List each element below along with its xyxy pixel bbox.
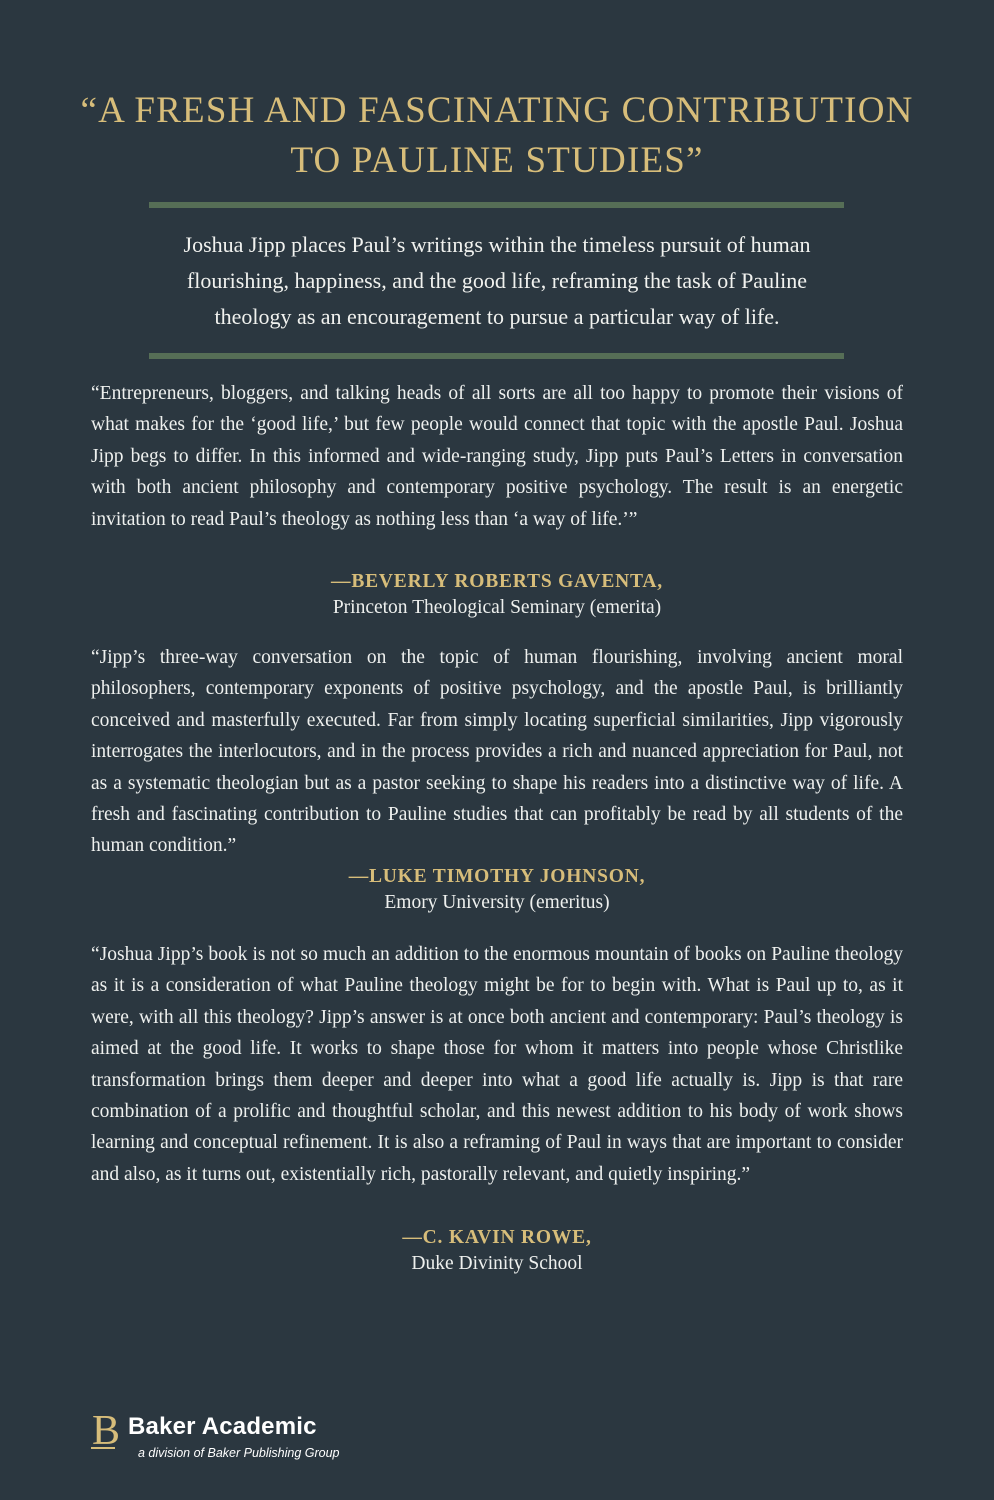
publisher-tagline: a division of Baker Publishing Group <box>138 1446 340 1460</box>
headline-line-2: TO PAULINE STUDIES” <box>290 140 704 181</box>
endorsement-quote-johnson: “Jipp’s three-way conversation on the topic of human flourishing, involving ancient moral philosophers, contemporary exponents of positive psychology, and the apostle Paul, is brilliantly conceived and masterfully executed. Far from simply locating superficial similarities, Jipp vigorously interrogates the interlocutors, and in the process provides a rich and nuanced appreciation for Paul, not as a systematic theologian but as a pastor seeking to shape his readers into a distinctive way of life. A fresh and fascinating contribution to Pauline studies that can profitably be read by all students of the human condition.” <box>91 647 903 857</box>
summary-line-2: flourishing, happiness, and the good life, reframing the task of Pauline <box>186 268 808 293</box>
endorser-name: —LUKE TIMOTHY JOHNSON, <box>348 866 646 887</box>
endorsement-attribution-rowe <box>91 1225 903 1277</box>
logo-letter: B <box>92 1410 121 1450</box>
summary-line-1: Joshua Jipp places Paul’s writings within the timeless pursuit of human <box>183 232 811 257</box>
endorser-affiliation: Emory University (emeritus) <box>384 892 610 913</box>
divider-bottom <box>149 353 844 359</box>
endorser-affiliation: Duke Divinity School <box>411 1253 583 1274</box>
endorsement-quote-gaventa: “Entrepreneurs, bloggers, and talking heads of all sorts are all too happy to promote their visions of what makes for the ‘good life,’ but few people would connect that topic with the apostle Paul. Joshua Jipp begs to differ. In this informed and wide-ranging study, Jipp puts Paul’s Letters in conversation with both ancient philosophy and contemporary positive psychology. The result is an energetic invitation to read Paul’s theology as nothing less than ‘a way of life.’” <box>91 383 903 530</box>
endorser-name: —BEVERLY ROBERTS GAVENTA, <box>331 571 663 592</box>
endorser-name: —C. KAVIN ROWE, <box>402 1227 592 1248</box>
baker-b-logo-icon <box>91 1410 127 1450</box>
endorser-affiliation: Princeton Theological Seminary (emerita) <box>332 597 662 618</box>
book-summary <box>120 227 874 335</box>
endorsement-quote-rowe: “Joshua Jipp’s book is not so much an addition to the enormous mountain of books on Pauline theology as it is a consideration of what Pauline theology might be for to begin with. What is Paul up to, as it were, with all this theology? Jipp’s answer is at once both ancient and contemporary: Paul’s theology is aimed at the good life. It works to shape those for whom it matters into people whose Christlike transformation brings them deeper and deeper into what a good life actually is. Jipp is that rare combination of a prolific and thoughtful scholar, and this newest addition to his body of work shows learning and conceptual refinement. It is also a reframing of Paul in ways that are important to consider and also, as it turns out, existentially rich, pastorally relevant, and quietly inspiring.” <box>91 944 903 1185</box>
endorsement-attribution-johnson <box>91 864 903 916</box>
headline-line-1: “A FRESH AND FASCINATING CONTRIBUTION <box>80 90 914 131</box>
summary-line-3: theology as an encouragement to pursue a particular way of life. <box>214 304 780 329</box>
publisher-name: Baker Academic <box>128 1413 317 1440</box>
headline <box>60 86 934 186</box>
publisher-logo <box>91 1410 391 1470</box>
endorsement-attribution-gaventa <box>91 569 903 621</box>
divider-top <box>149 202 844 208</box>
